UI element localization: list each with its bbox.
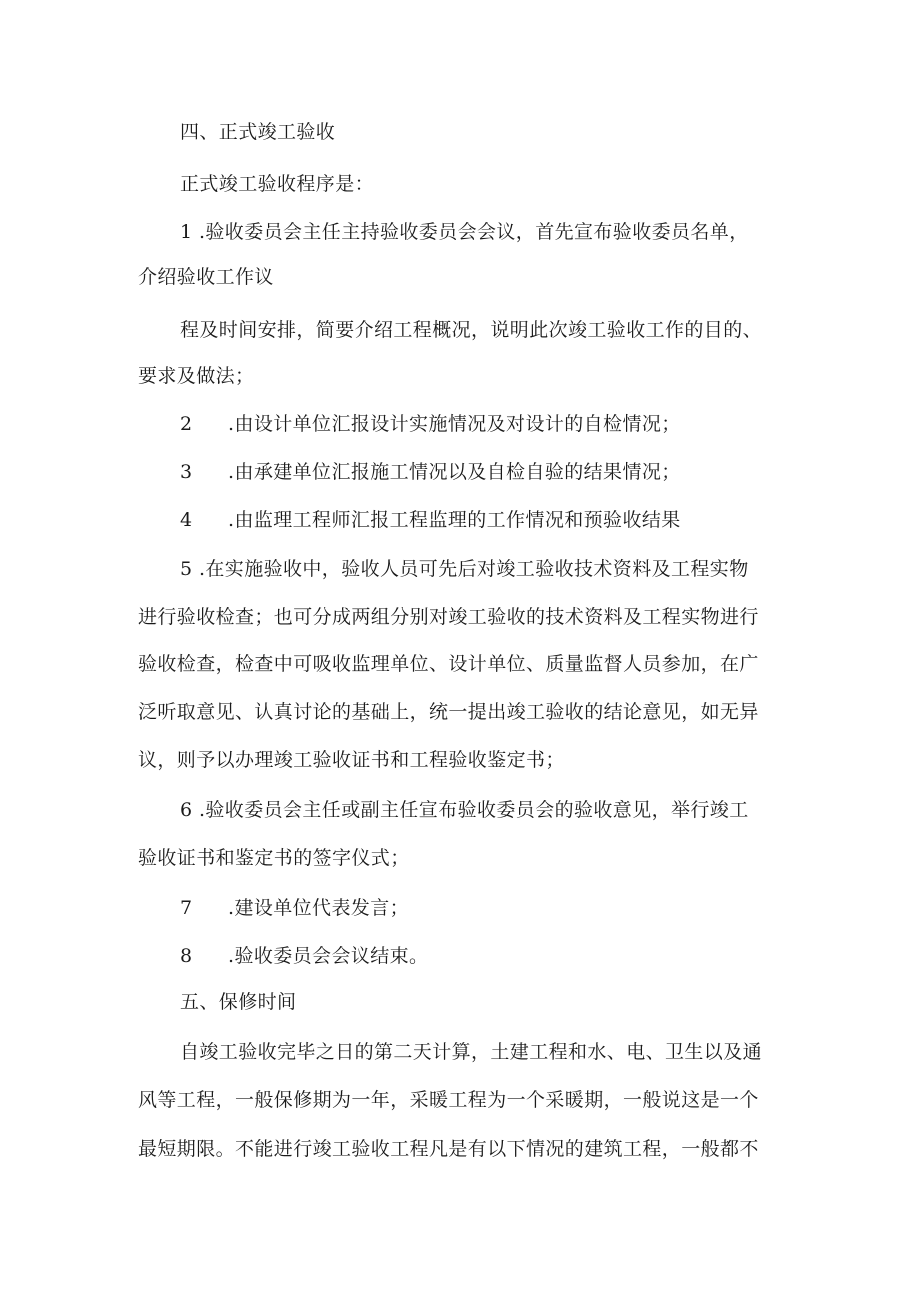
item-6-line-2: 验收证书和鉴定书的签字仪式； [138,847,410,869]
item-5-line-3: 验收检查，检查中可吸收监理单位、设计单位、质量监督人员参加，在广 [138,653,759,675]
item-5-text: .在实施验收中，验收人员可先后对竣工验收技术资料及工程实物 [198,558,749,580]
item-3-text: .由承建单位汇报施工情况以及自检自验的结果情况； [228,461,681,483]
item-1-line-3: 程及时间安排，简要介绍工程概况，说明此次竣工验收工作的目的、 [180,319,763,341]
item-7 [180,896,409,920]
section-4-heading: 四、正式竣工验收 [180,121,336,143]
item-1-line-4: 要求及做法； [138,365,255,387]
item-4-number: 4 [180,509,193,531]
item-6-line-1 [180,798,749,822]
item-4 [180,508,681,532]
item-2 [180,412,681,436]
item-5-line-1 [180,557,749,581]
item-5-line-4: 泛听取意见、认真讨论的基础上，统一提出竣工验收的结论意见，如无异 [138,701,759,723]
item-6-text: .验收委员会主任或副主任宣布验收委员会的验收意见，举行竣工 [198,799,749,821]
item-4-text: .由监理工程师汇报工程监理的工作情况和预验收结果 [228,509,681,531]
item-1-line-2: 介绍验收工作议 [138,266,274,288]
warranty-line-1: 自竣工验收完毕之日的第二天计算，土建工程和水、电、卫生以及通 [180,1041,763,1063]
item-1-text: .验收委员会主任主持验收委员会会议，首先宣布验收委员名单， [198,221,749,243]
item-2-number: 2 [180,413,193,435]
item-5-line-5: 议，则予以办理竣工验收证书和工程验收鉴定书； [138,749,565,771]
item-8-text: .验收委员会会议结束。 [228,945,429,967]
item-1-number: 1 [180,221,193,243]
warranty-line-2: 风等工程，一般保修期为一年，采暖工程为一个采暖期，一般说这是一个 [138,1089,759,1111]
item-3 [180,460,681,484]
item-5-line-2: 进行验收检查；也可分成两组分别对竣工验收的技术资料及工程实物进行 [138,606,759,628]
procedure-intro: 正式竣工验收程序是： [180,173,375,195]
item-7-number: 7 [180,897,193,919]
item-8-number: 8 [180,945,193,967]
section-5-heading: 五、保修时间 [180,991,297,1013]
item-3-number: 3 [180,461,193,483]
item-1-line-1 [180,220,749,244]
item-6-number: 6 [180,799,193,821]
item-2-text: .由设计单位汇报设计实施情况及对设计的自检情况； [228,413,681,435]
item-5-number: 5 [180,558,193,580]
warranty-line-3: 最短期限。不能进行竣工验收工程凡是有以下情况的建筑工程，一般都不 [138,1138,759,1160]
item-7-text: .建设单位代表发言； [228,897,410,919]
item-8 [180,944,428,968]
